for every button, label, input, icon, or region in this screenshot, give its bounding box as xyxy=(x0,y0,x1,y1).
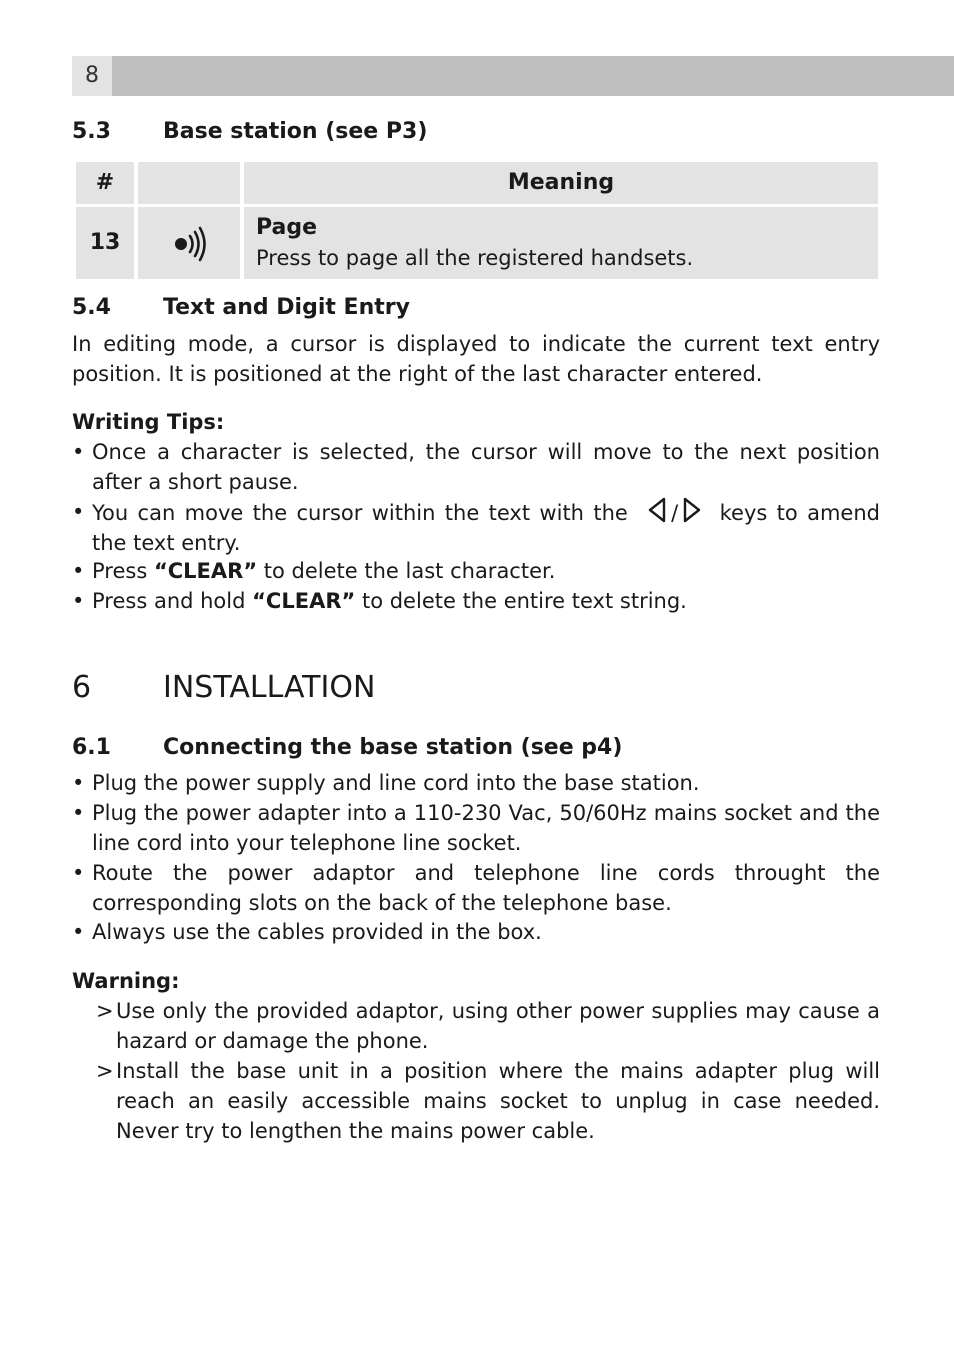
bullet-marker: • xyxy=(72,559,85,583)
section-title: Text and Digit Entry xyxy=(163,295,410,320)
page-header-bar xyxy=(72,56,954,96)
install-step xyxy=(72,768,880,798)
tip-item xyxy=(72,437,880,497)
tip-text xyxy=(92,586,880,616)
clear-key-label: “CLEAR” xyxy=(153,559,258,583)
table-header-icon xyxy=(138,162,240,204)
tip-item xyxy=(72,497,880,558)
tip-text xyxy=(92,556,880,586)
bullet-marker: • xyxy=(72,771,85,795)
table-cell-number: 13 xyxy=(76,207,134,279)
warning-marker: > xyxy=(96,1059,114,1083)
bullet-marker: • xyxy=(72,920,85,944)
section-title: Connecting the base station (see p4) xyxy=(163,735,623,760)
warning-item xyxy=(96,1056,880,1146)
bullet-marker: • xyxy=(72,589,85,613)
step-text: Plug the power adapter into a 110-230 Vac, 50/60Hz mains socket and the line cord into your telephone line socket. xyxy=(92,801,880,855)
page-signal-icon xyxy=(172,224,212,264)
section-5-3-heading xyxy=(72,118,427,146)
tip-text-part: Press and hold xyxy=(92,589,253,613)
warning-marker: > xyxy=(96,999,114,1023)
chapter-6-heading xyxy=(72,670,375,706)
table-cell-meaning xyxy=(244,207,878,279)
warning-text: Install the base unit in a position where the mains adapter plug will reach an easily accessible mains socket to unplug in case needed. Never try to lengthen the mains power cable. xyxy=(116,1059,880,1143)
chapter-title: INSTALLATION xyxy=(163,670,376,705)
section-title: Base station (see P3) xyxy=(163,119,428,144)
page-number: 8 xyxy=(72,56,112,96)
tip-text-part: keys to amend the text entry. xyxy=(92,501,880,555)
bullet-marker: • xyxy=(72,440,85,464)
clear-key-label: “CLEAR” xyxy=(252,589,356,613)
tip-text: Once a character is selected, the cursor will move to the next position after a short pause. xyxy=(92,440,880,494)
install-step xyxy=(72,858,880,918)
section-number: 6.1 xyxy=(72,735,111,760)
warning-item xyxy=(96,996,880,1056)
tip-text-part: to delete the last character. xyxy=(257,559,556,583)
step-text: Plug the power supply and line cord into the base station. xyxy=(92,771,700,795)
bullet-marker: • xyxy=(72,500,85,524)
bullet-marker: • xyxy=(72,801,85,825)
install-step xyxy=(72,917,880,947)
tip-item xyxy=(72,556,880,586)
tip-text-part: Press xyxy=(92,559,154,583)
section-number: 5.4 xyxy=(72,295,111,320)
chapter-number: 6 xyxy=(72,670,92,705)
table-header-number: # xyxy=(76,162,134,204)
install-step xyxy=(72,798,880,858)
bullet-marker: • xyxy=(72,861,85,885)
warning-text: Use only the provided adaptor, using other power supplies may cause a hazard or damage the phone. xyxy=(116,999,880,1053)
section-5-4-heading xyxy=(72,294,410,322)
tip-item xyxy=(72,586,880,616)
warning-label: Warning: xyxy=(72,969,180,993)
tip-text-part: You can move the cursor within the text with the xyxy=(92,501,638,525)
text-entry-paragraph: In editing mode, a cursor is displayed to indicate the current text entry position. It is positioned at the right of the last character entered. xyxy=(72,332,880,386)
tip-text-part: to delete the entire text string. xyxy=(355,589,687,613)
tip-text xyxy=(92,497,880,558)
table-header-meaning: Meaning xyxy=(244,162,878,204)
right-arrow-key-icon xyxy=(682,497,702,523)
step-text: Always use the cables provided in the box. xyxy=(92,920,542,944)
writing-tips-label: Writing Tips: xyxy=(72,410,225,434)
row-title: Page xyxy=(256,215,318,240)
section-6-1-heading xyxy=(72,734,622,762)
key-separator: / xyxy=(671,501,679,525)
row-description: Press to page all the registered handsets. xyxy=(256,246,694,270)
table-cell-icon xyxy=(138,207,240,279)
step-text: Route the power adaptor and telephone line cords throught the corresponding slots on the back of the telephone base. xyxy=(92,861,880,915)
left-arrow-key-icon xyxy=(647,497,667,523)
section-number: 5.3 xyxy=(72,119,111,144)
